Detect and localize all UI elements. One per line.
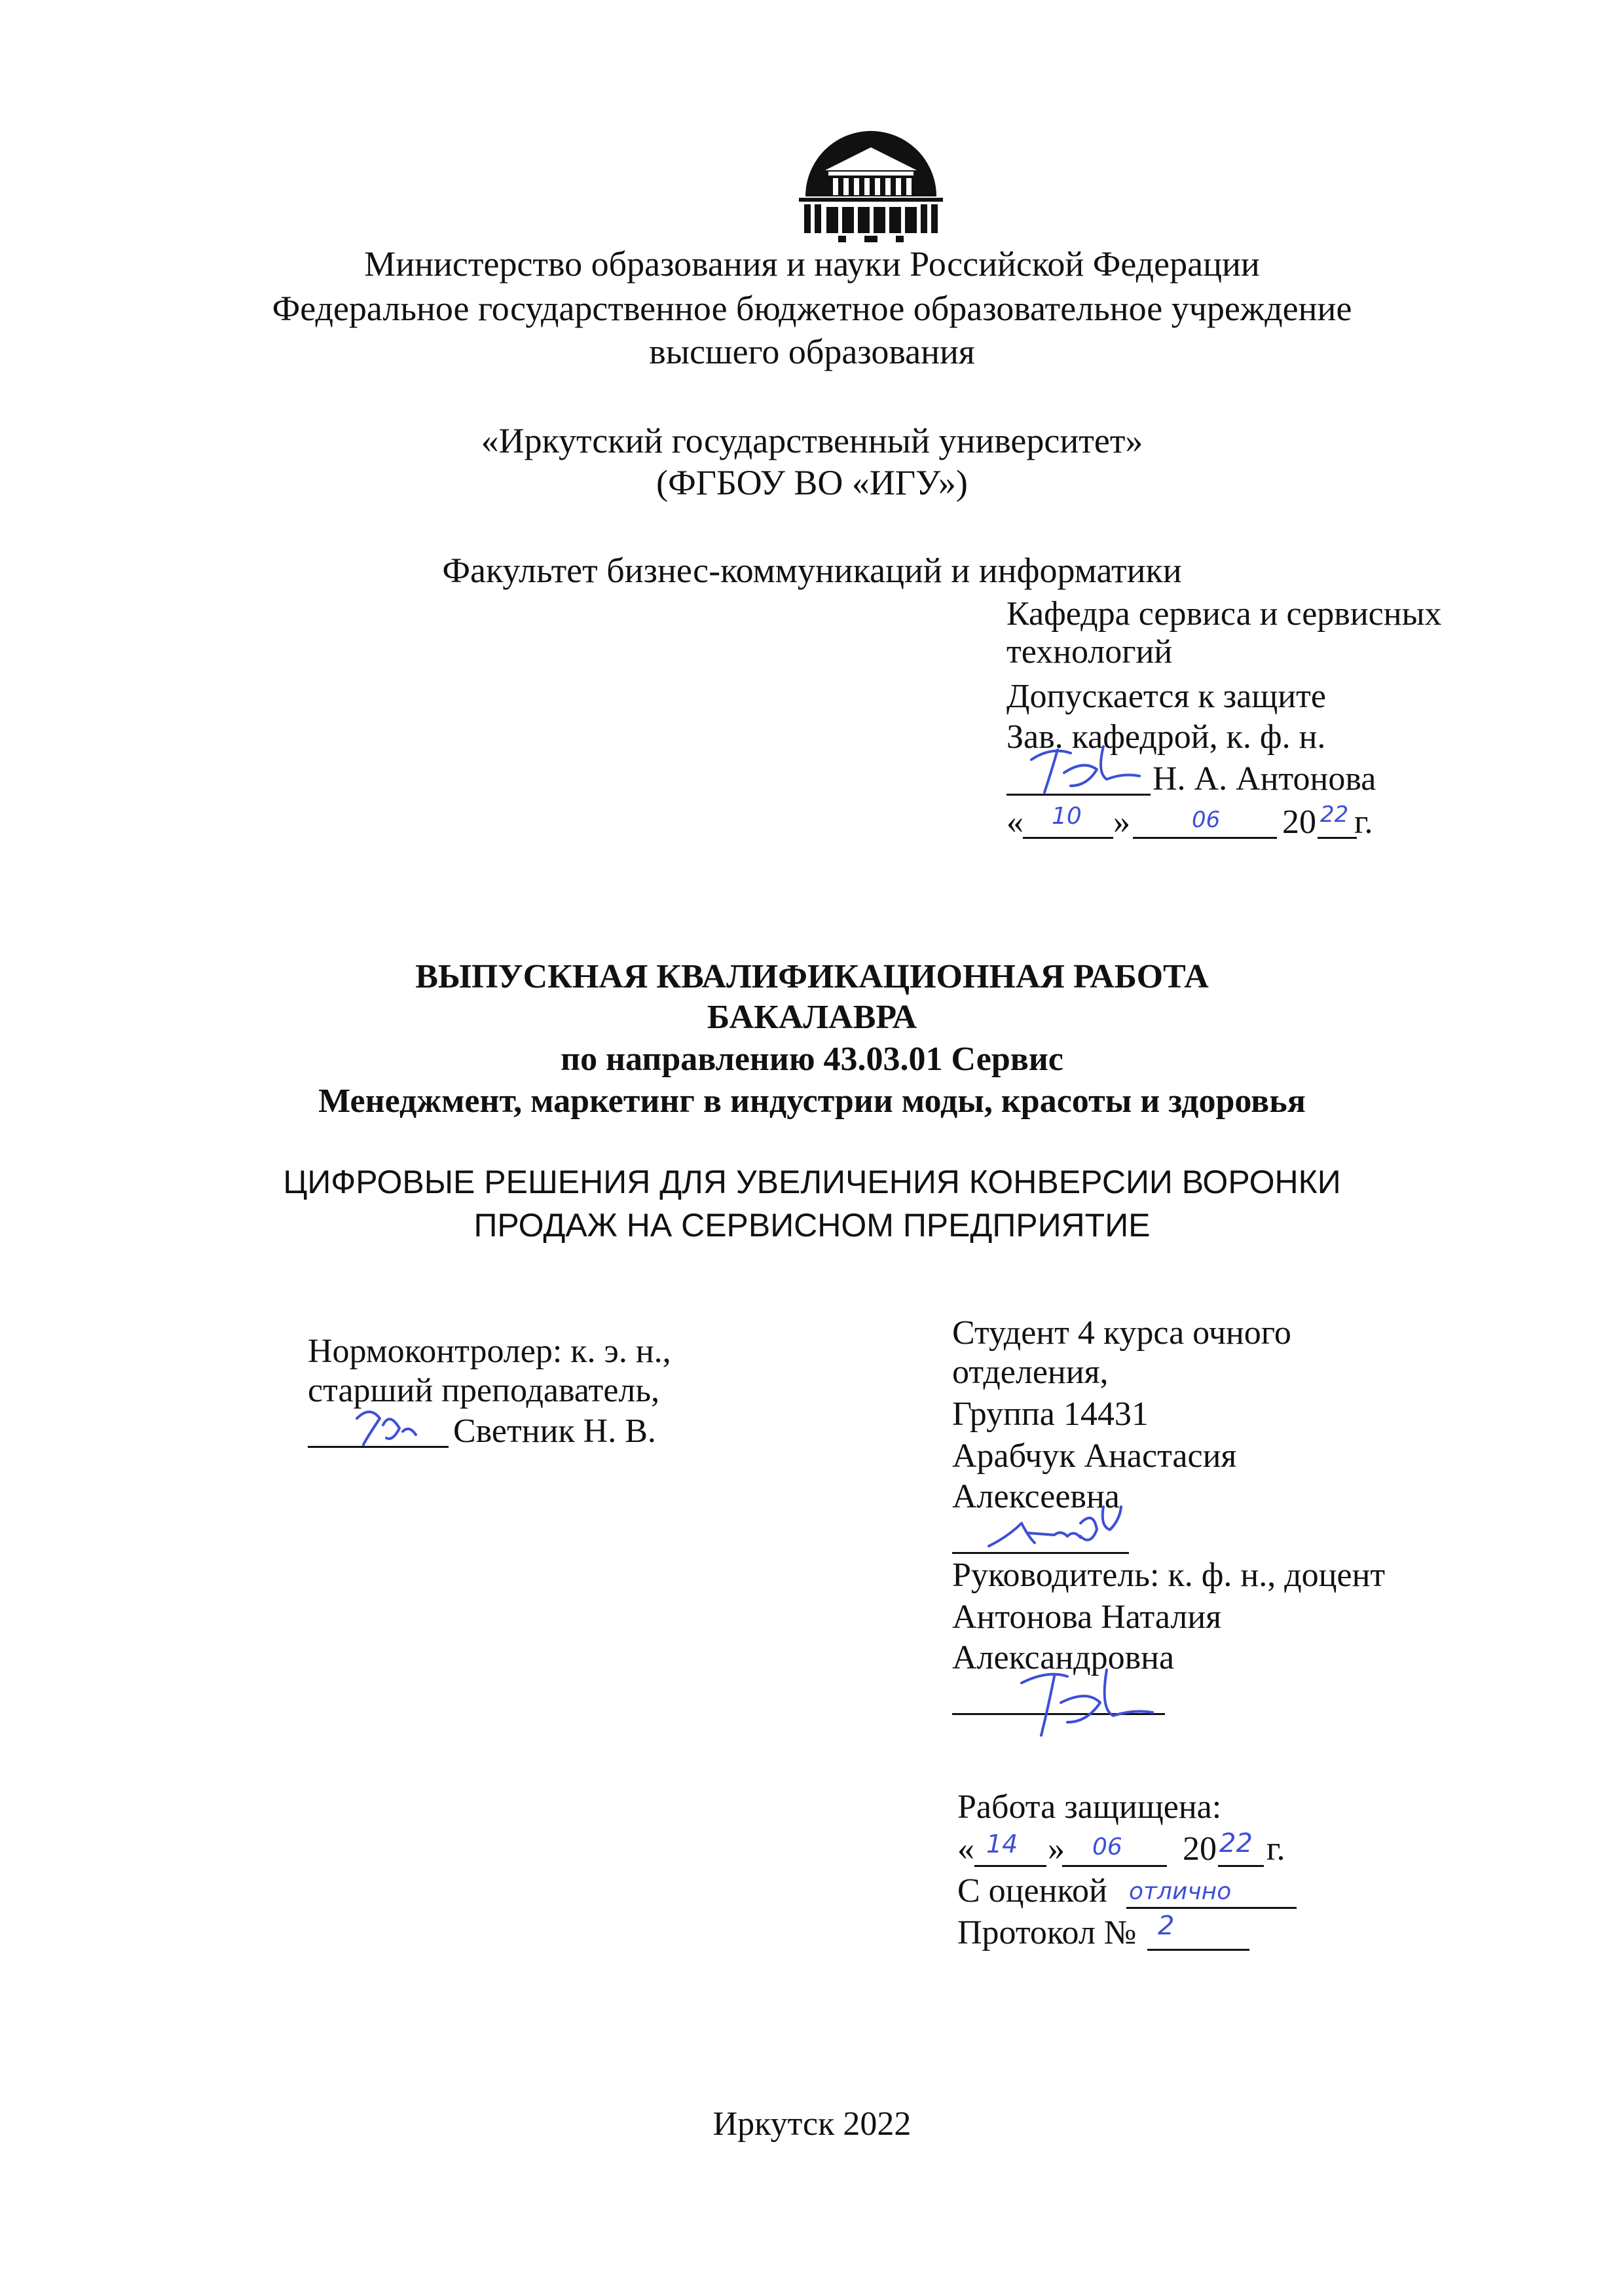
approval-date-month-line [1133, 837, 1277, 839]
student-name-line-1: Арабчук Анастасия [952, 1437, 1237, 1475]
education-level-line: высшего образования [649, 332, 975, 371]
work-profile: Менеджмент, маркетинг в индустрии моды, красоты и здоровья [318, 1082, 1306, 1120]
defense-date-year-end: г. [1266, 1830, 1285, 1868]
normocontrol-line-2: старший преподаватель, [308, 1372, 660, 1409]
approval-date-open-quote: « [1006, 803, 1024, 841]
thesis-title-line-2: ПРОДАЖ НА СЕРВИСНОМ ПРЕДПРИЯТИЕ [473, 1207, 1151, 1244]
defense-date-day-line [974, 1865, 1046, 1867]
approval-date-year-prefix: 20 [1282, 803, 1316, 841]
student-group: Группа 14431 [952, 1395, 1149, 1433]
defense-date-month-line [1062, 1865, 1167, 1867]
department-line-1: Кафедра сервиса и сервисных [1006, 595, 1442, 633]
normocontrol-name: Светник Н. В. [453, 1413, 656, 1450]
normocontrol-line-1: Нормоконтролер: к. э. н., [308, 1333, 671, 1370]
work-type-line-2: БАКАЛАВРА [707, 999, 917, 1036]
defense-label: Работа защищена: [957, 1788, 1222, 1826]
approval-date-day: 10 [1052, 803, 1082, 830]
university-logo [799, 124, 943, 242]
approval-date-year-suffix: 22 [1320, 802, 1349, 828]
supervisor-signature [1015, 1657, 1159, 1742]
student-course-line-1: Студент 4 курса очного [952, 1314, 1291, 1352]
protocol-line [1147, 1949, 1249, 1951]
city-year: Иркутск 2022 [712, 2105, 912, 2143]
admitted-to-defense: Допускается к защите [1006, 678, 1326, 715]
department-line-2: технологий [1006, 633, 1173, 671]
defense-date-open-quote: « [957, 1830, 974, 1868]
head-name: Н. А. Антонова [1153, 760, 1376, 798]
protocol-label: Протокол № [957, 1914, 1137, 1951]
head-signature [1025, 733, 1149, 799]
defense-date-close-quote: » [1048, 1830, 1065, 1868]
work-direction: по направлению 43.03.01 Сервис [561, 1041, 1063, 1078]
university-name: «Иркутский государственный университет» [481, 421, 1143, 460]
defense-date-year-suffix: 22 [1219, 1828, 1253, 1858]
approval-date-year-line [1318, 837, 1357, 839]
grade-value: отлично [1129, 1878, 1232, 1905]
student-course-line-2: отделения, [952, 1354, 1109, 1391]
approval-date-year-end: г. [1354, 803, 1373, 841]
supervisor-name-line-1: Антонова Наталия [952, 1598, 1222, 1636]
protocol-value: 2 [1158, 1911, 1175, 1941]
thesis-title-line-1: ЦИФРОВЫЕ РЕШЕНИЯ ДЛЯ УВЕЛИЧЕНИЯ КОНВЕРСИИ ВОРОНКИ [283, 1164, 1341, 1200]
approval-date-month: 06 [1192, 807, 1221, 833]
grade-line [1126, 1907, 1297, 1909]
faculty-line: Факультет бизнес-коммуникаций и информатики [442, 551, 1182, 590]
supervisor-title: Руководитель: к. ф. н., доцент [952, 1557, 1386, 1594]
approval-date-close-quote: » [1113, 803, 1130, 841]
work-type-line-1: ВЫПУСКНАЯ КВАЛИФИКАЦИОННАЯ РАБОТА [415, 958, 1209, 995]
approval-date-day-line [1023, 837, 1113, 839]
grade-label: С оценкой [957, 1872, 1107, 1910]
defense-date-day: 14 [986, 1830, 1018, 1858]
student-signature [982, 1497, 1126, 1556]
defense-date-year-prefix: 20 [1183, 1830, 1217, 1868]
university-abbreviation: (ФГБОУ ВО «ИГУ») [656, 463, 968, 502]
defense-date-year-line [1218, 1865, 1264, 1867]
student-name-line-2: Алексеевна [952, 1478, 1120, 1515]
ministry-line: Министерство образования и науки Российской Федерации [364, 244, 1260, 284]
normocontrol-signature [344, 1399, 422, 1451]
institution-type-line: Федеральное государственное бюджетное образовательное учреждение [272, 289, 1352, 328]
head-of-department-title: Зав. кафедрой, к. ф. н. [1006, 718, 1326, 756]
defense-date-month: 06 [1092, 1834, 1122, 1860]
supervisor-name-line-2: Александровна [952, 1639, 1175, 1676]
